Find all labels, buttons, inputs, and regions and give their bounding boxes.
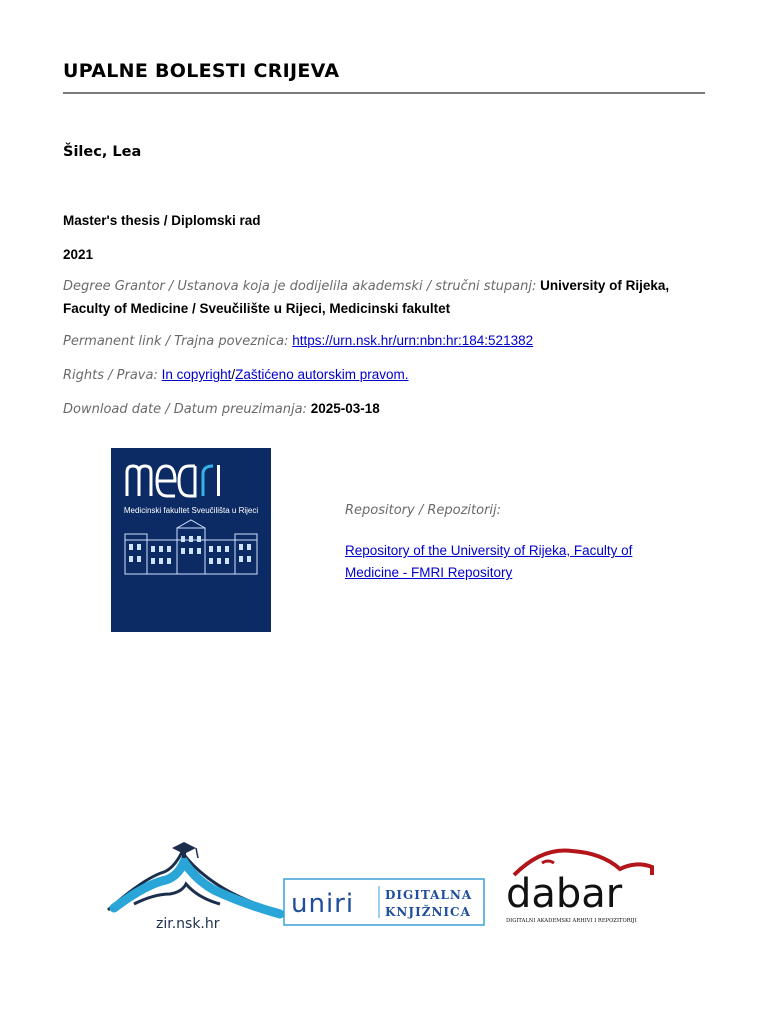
medri-subtitle: Medicinski fakultet Sveučilišta u Rijeci xyxy=(123,506,259,515)
permanent-link-url[interactable]: https://urn.nsk.hr/urn:nbn:hr:184:521382 xyxy=(292,333,534,348)
author-name: Šilec, Lea xyxy=(63,144,142,160)
download-date-value: 2025-03-18 xyxy=(310,401,380,416)
rights-link-en[interactable]: In copyright xyxy=(161,367,232,382)
thesis-type: Master's thesis / Diplomski rad xyxy=(63,213,261,228)
zir-mountain-graphic xyxy=(104,838,284,933)
zir-text: zir.nsk.hr xyxy=(156,916,220,932)
zir-logo[interactable] xyxy=(104,838,284,933)
uniri-logo-graphic xyxy=(283,878,485,926)
dabar-logo[interactable] xyxy=(502,845,664,927)
uniri-digital-library-logo[interactable] xyxy=(283,878,485,926)
uniri-line2: KNJIŽNICA xyxy=(385,905,471,919)
repository-link[interactable]: Repository of the University of Rijeka, Faculty of Medicine - FMRI Repository xyxy=(345,543,633,580)
rights-link-hr[interactable]: Zaštićeno autorskim pravom. xyxy=(235,367,409,382)
medri-logo xyxy=(111,448,271,632)
download-date xyxy=(63,398,380,421)
title-divider xyxy=(63,92,705,94)
download-date-label: Download date / Datum preuzimanja: xyxy=(63,402,307,417)
dabar-tagline: DIGITALNI AKADEMSKI ARHIVI I REPOZITORIJI xyxy=(506,918,637,924)
repository-link-block xyxy=(345,540,665,584)
rights xyxy=(63,364,408,387)
repository-label: Repository / Repozitorij: xyxy=(345,503,502,518)
publication-year: 2021 xyxy=(63,247,94,262)
uniri-line1: DIGITALNA xyxy=(385,888,473,902)
rights-label: Rights / Prava: xyxy=(63,368,158,383)
degree-grantor xyxy=(63,275,703,320)
uniri-wordmark: UNIRI xyxy=(291,889,355,919)
rights-separator: / xyxy=(231,367,236,382)
degree-grantor-label: Degree Grantor / Ustanova koja je dodijelila akademski / stručni stupanj: xyxy=(63,279,537,294)
permanent-link-label: Permanent link / Trajna poveznica: xyxy=(63,334,289,349)
degree-grantor-value: University of Rijeka, Faculty of Medicine / Sveučilište u Rijeci, Medicinski fakultet xyxy=(63,278,670,316)
permanent-link xyxy=(63,330,533,353)
dabar-wordmark: dabar xyxy=(506,871,623,917)
document-title: UPALNE BOLESTI CRIJEVA xyxy=(63,60,340,82)
dabar-logo-graphic xyxy=(502,845,664,927)
medri-logo-graphic xyxy=(111,448,271,632)
